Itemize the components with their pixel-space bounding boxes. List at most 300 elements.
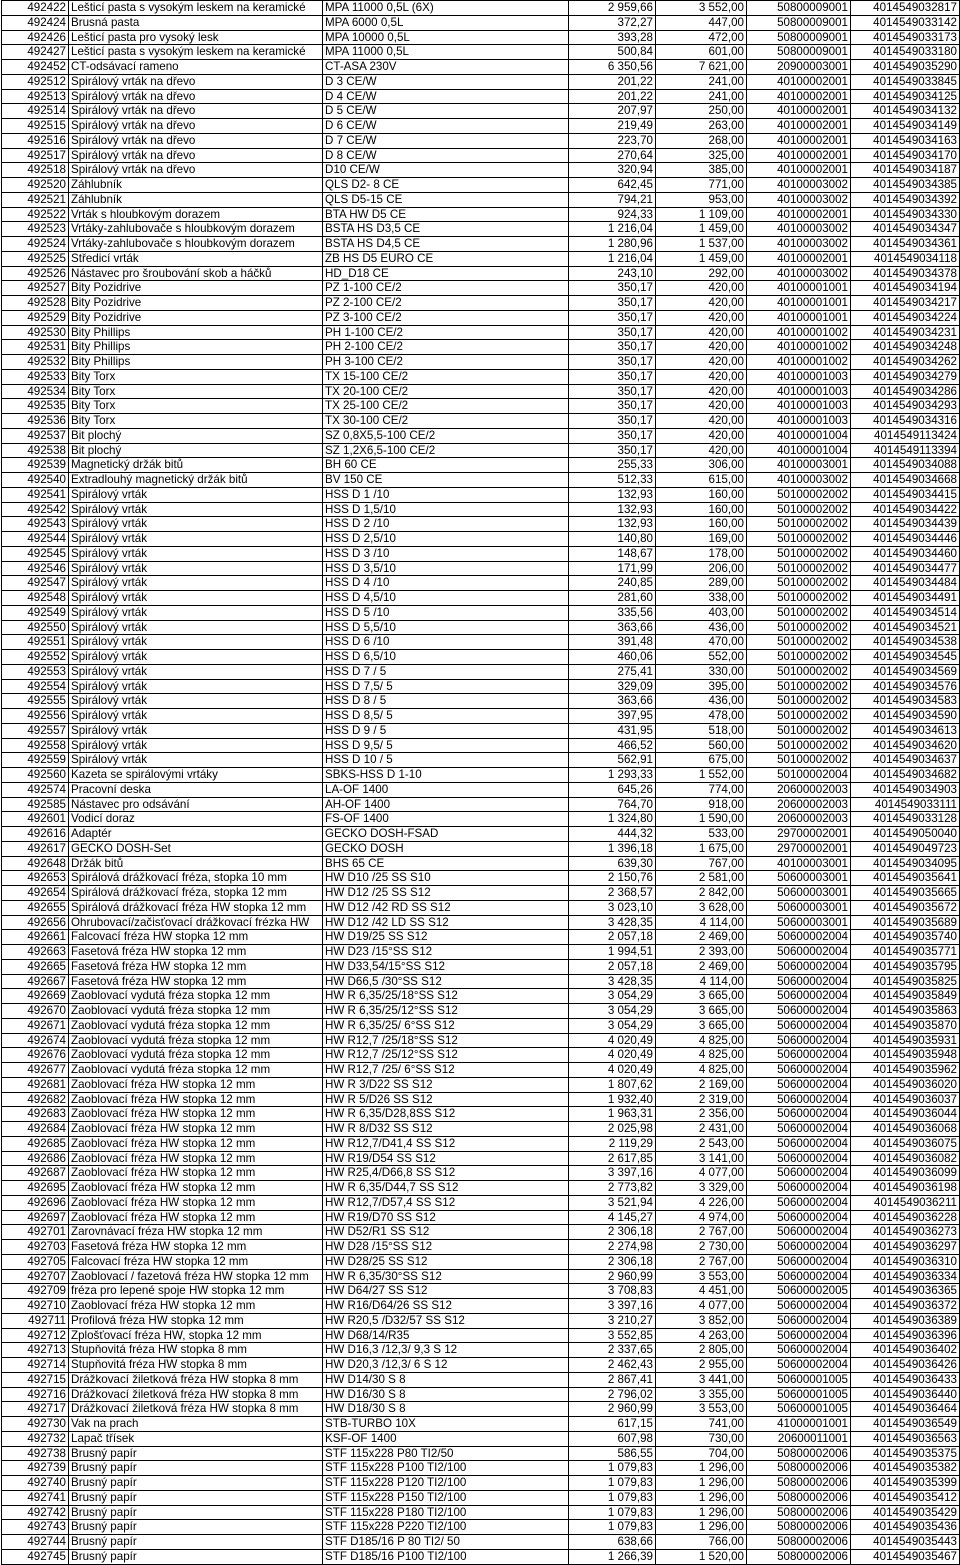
order-number-cell: 492684: [2, 1122, 69, 1137]
table-row: [2, 207, 960, 222]
category-code-cell: 50600003001: [747, 900, 851, 915]
category-code-cell: 40100002001: [747, 163, 851, 178]
order-number-cell: 492534: [2, 384, 69, 399]
table-row: [2, 1033, 960, 1048]
price-excl-vat-cell: 140,80: [569, 532, 656, 547]
order-number-cell: 492537: [2, 428, 69, 443]
description-cell: Stupňovitá fréza HW stopka 8 mm: [69, 1343, 323, 1358]
price-incl-vat-cell: 250,00: [656, 104, 747, 119]
table-row: [2, 856, 960, 871]
type-cell: D 8 CE/W: [323, 148, 569, 163]
description-cell: Nástavec pro šroubování skob a háčků: [69, 266, 323, 281]
category-code-cell: 29700002001: [747, 841, 851, 856]
order-number-cell: 492538: [2, 443, 69, 458]
price-excl-vat-cell: 3 708,83: [569, 1284, 656, 1299]
order-number-cell: 492548: [2, 591, 69, 606]
description-cell: Zaoblovací / fazetová fréza HW stopka 12 mm: [69, 1269, 323, 1284]
order-number-cell: 492703: [2, 1240, 69, 1255]
category-code-cell: 50100002002: [747, 664, 851, 679]
category-code-cell: 50100002002: [747, 694, 851, 709]
type-cell: HSS D 1 /10: [323, 487, 569, 502]
order-number-cell: 492655: [2, 900, 69, 915]
order-number-cell: 492738: [2, 1446, 69, 1461]
description-cell: Zaoblovací fréza HW stopka 12 mm: [69, 1107, 323, 1122]
ean-code-cell: 4014549035665: [851, 886, 960, 901]
table-row: [2, 1402, 960, 1417]
type-cell: PZ 1-100 CE/2: [323, 281, 569, 296]
order-number-cell: 492523: [2, 222, 69, 237]
price-excl-vat-cell: 320,94: [569, 163, 656, 178]
price-excl-vat-cell: 1 079,83: [569, 1520, 656, 1535]
category-code-cell: 40100001003: [747, 399, 851, 414]
price-excl-vat-cell: 148,67: [569, 546, 656, 561]
order-number-cell: 492524: [2, 237, 69, 252]
type-cell: HW D66,5 /30°SS S12: [323, 974, 569, 989]
category-code-cell: 40100001002: [747, 355, 851, 370]
price-incl-vat-cell: 420,00: [656, 428, 747, 443]
price-incl-vat-cell: 552,00: [656, 650, 747, 665]
category-code-cell: 50600002004: [747, 1328, 851, 1343]
type-cell: TX 15-100 CE/2: [323, 369, 569, 384]
ean-code-cell: 4014549034385: [851, 178, 960, 193]
type-cell: HW D18/30 S 8: [323, 1402, 569, 1417]
type-cell: TX 30-100 CE/2: [323, 414, 569, 429]
table-row: [2, 1048, 960, 1063]
price-excl-vat-cell: 444,32: [569, 827, 656, 842]
type-cell: HW D10 /25 SS S10: [323, 871, 569, 886]
table-row: [2, 738, 960, 753]
category-code-cell: 40100002001: [747, 104, 851, 119]
description-cell: Zplošťovací fréza HW, stopka 12 mm: [69, 1328, 323, 1343]
price-incl-vat-cell: 3 141,00: [656, 1151, 747, 1166]
price-incl-vat-cell: 3 355,00: [656, 1387, 747, 1402]
ean-code-cell: 4014549034392: [851, 192, 960, 207]
ean-code-cell: 4014549034538: [851, 635, 960, 650]
type-cell: BHS 65 CE: [323, 856, 569, 871]
price-excl-vat-cell: 207,97: [569, 104, 656, 119]
description-cell: Brusný papír: [69, 1505, 323, 1520]
table-row: [2, 1254, 960, 1269]
table-row: [2, 620, 960, 635]
ean-code-cell: 4014549036297: [851, 1240, 960, 1255]
price-incl-vat-cell: 2 767,00: [656, 1225, 747, 1240]
type-cell: HSS D 2 /10: [323, 517, 569, 532]
type-cell: HSS D 10 / 5: [323, 753, 569, 768]
order-number-cell: 492556: [2, 709, 69, 724]
order-number-cell: 492426: [2, 30, 69, 45]
category-code-cell: 50800009001: [747, 30, 851, 45]
ean-code-cell: 4014549035962: [851, 1063, 960, 1078]
price-excl-vat-cell: 393,28: [569, 30, 656, 45]
ean-code-cell: 4014549034088: [851, 458, 960, 473]
table-row: [2, 768, 960, 783]
price-excl-vat-cell: 350,17: [569, 384, 656, 399]
ean-code-cell: 4014549034286: [851, 384, 960, 399]
order-number-cell: 492557: [2, 723, 69, 738]
price-excl-vat-cell: 3 054,29: [569, 989, 656, 1004]
category-code-cell: 40100002001: [747, 207, 851, 222]
type-cell: HW R25,4/D66,8 SS S12: [323, 1166, 569, 1181]
ean-code-cell: 4014549049723: [851, 841, 960, 856]
type-cell: HSS D 8,5/ 5: [323, 709, 569, 724]
price-excl-vat-cell: 3 397,16: [569, 1166, 656, 1181]
ean-code-cell: 4014549036402: [851, 1343, 960, 1358]
category-code-cell: 50600002004: [747, 1048, 851, 1063]
category-code-cell: 50600002004: [747, 1254, 851, 1269]
price-incl-vat-cell: 160,00: [656, 517, 747, 532]
category-code-cell: 50100002002: [747, 591, 851, 606]
order-number-cell: 492648: [2, 856, 69, 871]
price-incl-vat-cell: 918,00: [656, 797, 747, 812]
table-row: [2, 635, 960, 650]
description-cell: Brusný papír: [69, 1549, 323, 1564]
order-number-cell: 492601: [2, 812, 69, 827]
order-number-cell: 492740: [2, 1476, 69, 1491]
price-incl-vat-cell: 2 581,00: [656, 871, 747, 886]
description-cell: Spirálový vrták: [69, 502, 323, 517]
price-incl-vat-cell: 1 296,00: [656, 1461, 747, 1476]
ean-code-cell: 4014549036365: [851, 1284, 960, 1299]
type-cell: D 7 CE/W: [323, 133, 569, 148]
price-excl-vat-cell: 764,70: [569, 797, 656, 812]
category-code-cell: 40100002001: [747, 251, 851, 266]
table-row: [2, 812, 960, 827]
order-number-cell: 492712: [2, 1328, 69, 1343]
table-row: [2, 1387, 960, 1402]
category-code-cell: 50800009001: [747, 45, 851, 60]
order-number-cell: 492695: [2, 1181, 69, 1196]
type-cell: HSS D 1,5/10: [323, 502, 569, 517]
price-incl-vat-cell: 178,00: [656, 546, 747, 561]
type-cell: D10 CE/W: [323, 163, 569, 178]
price-excl-vat-cell: 372,27: [569, 15, 656, 30]
category-code-cell: 50100002002: [747, 517, 851, 532]
price-incl-vat-cell: 3 553,00: [656, 1269, 747, 1284]
ean-code-cell: 4014549036334: [851, 1269, 960, 1284]
price-incl-vat-cell: 3 665,00: [656, 1004, 747, 1019]
order-number-cell: 492714: [2, 1358, 69, 1373]
price-excl-vat-cell: 132,93: [569, 487, 656, 502]
price-incl-vat-cell: 268,00: [656, 133, 747, 148]
description-cell: Zarovnávací fréza HW stopka 12 mm: [69, 1225, 323, 1240]
price-excl-vat-cell: 3 552,85: [569, 1328, 656, 1343]
type-cell: STF D185/16 P 80 TI2/ 50: [323, 1535, 569, 1550]
order-number-cell: 492741: [2, 1490, 69, 1505]
price-excl-vat-cell: 329,09: [569, 679, 656, 694]
ean-code-cell: 4014549035382: [851, 1461, 960, 1476]
type-cell: HSS D 4,5/10: [323, 591, 569, 606]
table-row: [2, 251, 960, 266]
price-excl-vat-cell: 512,33: [569, 473, 656, 488]
category-code-cell: 50600001005: [747, 1372, 851, 1387]
ean-code-cell: 4014549034446: [851, 532, 960, 547]
type-cell: HSS D 7 / 5: [323, 664, 569, 679]
table-row: [2, 119, 960, 134]
description-cell: Středicí vrták: [69, 251, 323, 266]
type-cell: HSS D 5 /10: [323, 605, 569, 620]
table-row: [2, 133, 960, 148]
price-incl-vat-cell: 241,00: [656, 89, 747, 104]
type-cell: STF D185/16 P100 TI2/100: [323, 1549, 569, 1564]
description-cell: Zaoblovací vydutá fréza stopka 12 mm: [69, 1033, 323, 1048]
type-cell: HW R 6,35/25/ 6°SS S12: [323, 1018, 569, 1033]
price-excl-vat-cell: 1 266,39: [569, 1549, 656, 1564]
table-row: [2, 237, 960, 252]
category-code-cell: 50800002006: [747, 1446, 851, 1461]
order-number-cell: 492542: [2, 502, 69, 517]
order-number-cell: 492553: [2, 664, 69, 679]
order-number-cell: 492529: [2, 310, 69, 325]
price-incl-vat-cell: 2 169,00: [656, 1077, 747, 1092]
price-excl-vat-cell: 350,17: [569, 325, 656, 340]
ean-code-cell: 4014549034224: [851, 310, 960, 325]
type-cell: HSS D 5,5/10: [323, 620, 569, 635]
description-cell: Kazeta se spirálovými vrtáky: [69, 768, 323, 783]
price-incl-vat-cell: 774,00: [656, 782, 747, 797]
description-cell: Bity Phillips: [69, 340, 323, 355]
table-row: [2, 605, 960, 620]
table-row: [2, 1195, 960, 1210]
table-row: [2, 561, 960, 576]
price-excl-vat-cell: 2 150,76: [569, 871, 656, 886]
table-row: [2, 30, 960, 45]
price-incl-vat-cell: 3 553,00: [656, 1402, 747, 1417]
type-cell: HW R19/D70 SS S12: [323, 1210, 569, 1225]
table-row: [2, 414, 960, 429]
table-row: [2, 1505, 960, 1520]
order-number-cell: 492661: [2, 930, 69, 945]
table-row: [2, 959, 960, 974]
price-incl-vat-cell: 4 114,00: [656, 915, 747, 930]
price-excl-vat-cell: 350,17: [569, 443, 656, 458]
price-excl-vat-cell: 1 079,83: [569, 1476, 656, 1491]
table-row: [2, 1476, 960, 1491]
ean-code-cell: 4014549036068: [851, 1122, 960, 1137]
type-cell: HW R 3/D22 SS S12: [323, 1077, 569, 1092]
table-row: [2, 1299, 960, 1314]
ean-code-cell: 4014549035863: [851, 1004, 960, 1019]
type-cell: D 3 CE/W: [323, 74, 569, 89]
ean-code-cell: 4014549035443: [851, 1535, 960, 1550]
description-cell: Vrták s hloubkovým dorazem: [69, 207, 323, 222]
price-incl-vat-cell: 289,00: [656, 576, 747, 591]
order-number-cell: 492585: [2, 797, 69, 812]
price-incl-vat-cell: 2 730,00: [656, 1240, 747, 1255]
order-number-cell: 492713: [2, 1343, 69, 1358]
category-code-cell: 40100001003: [747, 384, 851, 399]
table-row: [2, 1446, 960, 1461]
table-row: [2, 1092, 960, 1107]
price-excl-vat-cell: 363,66: [569, 694, 656, 709]
table-row: [2, 650, 960, 665]
price-excl-vat-cell: 4 145,27: [569, 1210, 656, 1225]
description-cell: Fasetová fréza HW stopka 12 mm: [69, 1240, 323, 1255]
price-excl-vat-cell: 3 054,29: [569, 1018, 656, 1033]
category-code-cell: 50800009001: [747, 15, 851, 30]
price-incl-vat-cell: 3 665,00: [656, 1018, 747, 1033]
price-excl-vat-cell: 2 959,66: [569, 1, 656, 16]
table-row: [2, 222, 960, 237]
price-incl-vat-cell: 2 805,00: [656, 1343, 747, 1358]
type-cell: HSS D 6,5/10: [323, 650, 569, 665]
type-cell: HW D64/27 SS S12: [323, 1284, 569, 1299]
order-number-cell: 492745: [2, 1549, 69, 1564]
ean-code-cell: 4014549035870: [851, 1018, 960, 1033]
type-cell: HW D33,54/15°SS S12: [323, 959, 569, 974]
category-code-cell: 50600001005: [747, 1402, 851, 1417]
ean-code-cell: 4014549035436: [851, 1520, 960, 1535]
price-excl-vat-cell: 460,06: [569, 650, 656, 665]
price-excl-vat-cell: 1 216,04: [569, 222, 656, 237]
table-row: [2, 1225, 960, 1240]
description-cell: Fasetová fréza HW stopka 12 mm: [69, 945, 323, 960]
order-number-cell: 492427: [2, 45, 69, 60]
table-row: [2, 782, 960, 797]
ean-code-cell: 4014549036563: [851, 1431, 960, 1446]
type-cell: HSS D 3,5/10: [323, 561, 569, 576]
category-code-cell: 50600002004: [747, 1077, 851, 1092]
description-cell: Lešticí pasta s vysokým leskem na keramické: [69, 45, 323, 60]
category-code-cell: 40100001002: [747, 340, 851, 355]
category-code-cell: 50600002004: [747, 1358, 851, 1373]
price-excl-vat-cell: 4 020,49: [569, 1048, 656, 1063]
price-excl-vat-cell: 638,66: [569, 1535, 656, 1550]
description-cell: Spirálový vrták: [69, 532, 323, 547]
order-number-cell: 492682: [2, 1092, 69, 1107]
price-excl-vat-cell: 617,15: [569, 1417, 656, 1432]
description-cell: Spirálový vrták: [69, 738, 323, 753]
description-cell: Vrtáky-zahlubovače s hloubkovým dorazem: [69, 237, 323, 252]
description-cell: Vak na prach: [69, 1417, 323, 1432]
order-number-cell: 492705: [2, 1254, 69, 1269]
price-incl-vat-cell: 7 621,00: [656, 60, 747, 75]
price-incl-vat-cell: 953,00: [656, 192, 747, 207]
category-code-cell: 40100001002: [747, 325, 851, 340]
price-excl-vat-cell: 3 428,35: [569, 974, 656, 989]
price-incl-vat-cell: 2 393,00: [656, 945, 747, 960]
price-incl-vat-cell: 560,00: [656, 738, 747, 753]
table-row: [2, 163, 960, 178]
table-row: [2, 1210, 960, 1225]
description-cell: Zaoblovací fréza HW stopka 12 mm: [69, 1136, 323, 1151]
table-row: [2, 945, 960, 960]
ean-code-cell: 4014549033173: [851, 30, 960, 45]
ean-code-cell: 4014549033128: [851, 812, 960, 827]
ean-code-cell: 4014549034361: [851, 237, 960, 252]
table-row: [2, 502, 960, 517]
description-cell: Nástavec pro odsávání: [69, 797, 323, 812]
type-cell: HW D20,3 /12,3/ 6 S 12: [323, 1358, 569, 1373]
price-incl-vat-cell: 675,00: [656, 753, 747, 768]
table-row: [2, 1417, 960, 1432]
order-number-cell: 492656: [2, 915, 69, 930]
type-cell: PH 3-100 CE/2: [323, 355, 569, 370]
description-cell: Bity Torx: [69, 414, 323, 429]
ean-code-cell: 4014549034279: [851, 369, 960, 384]
price-incl-vat-cell: 4 825,00: [656, 1048, 747, 1063]
description-cell: Drážkovací žiletková fréza HW stopka 8 mm: [69, 1372, 323, 1387]
ean-code-cell: 4014549034262: [851, 355, 960, 370]
category-code-cell: 20600011001: [747, 1431, 851, 1446]
order-number-cell: 492545: [2, 546, 69, 561]
description-cell: Vrtáky-zahlubovače s hloubkovým dorazem: [69, 222, 323, 237]
ean-code-cell: 4014549034491: [851, 591, 960, 606]
ean-code-cell: 4014549034576: [851, 679, 960, 694]
table-row: [2, 797, 960, 812]
type-cell: BTA HW D5 CE: [323, 207, 569, 222]
price-incl-vat-cell: 3 628,00: [656, 900, 747, 915]
ean-code-cell: 4014549035795: [851, 959, 960, 974]
table-row: [2, 473, 960, 488]
order-number-cell: 492730: [2, 1417, 69, 1432]
description-cell: Stupňovitá fréza HW stopka 8 mm: [69, 1358, 323, 1373]
price-incl-vat-cell: 385,00: [656, 163, 747, 178]
category-code-cell: 50600003001: [747, 871, 851, 886]
description-cell: Bity Pozidrive: [69, 281, 323, 296]
order-number-cell: 492716: [2, 1387, 69, 1402]
order-number-cell: 492535: [2, 399, 69, 414]
price-excl-vat-cell: 6 350,56: [569, 60, 656, 75]
category-code-cell: 50600002004: [747, 1240, 851, 1255]
category-code-cell: 40100002001: [747, 119, 851, 134]
ean-code-cell: 4014549036273: [851, 1225, 960, 1240]
ean-code-cell: 4014549036020: [851, 1077, 960, 1092]
ean-code-cell: 4014549035948: [851, 1048, 960, 1063]
price-excl-vat-cell: 335,56: [569, 605, 656, 620]
table-row: [2, 310, 960, 325]
category-code-cell: 50600002004: [747, 1269, 851, 1284]
ean-code-cell: 4014549036433: [851, 1372, 960, 1387]
category-code-cell: 50600002004: [747, 1004, 851, 1019]
type-cell: BSTA HS D3,5 CE: [323, 222, 569, 237]
table-row: [2, 1136, 960, 1151]
category-code-cell: 20900003001: [747, 60, 851, 75]
description-cell: Brusná pasta: [69, 15, 323, 30]
price-excl-vat-cell: 2 368,57: [569, 886, 656, 901]
description-cell: Fasetová fréza HW stopka 12 mm: [69, 974, 323, 989]
price-excl-vat-cell: 2 796,02: [569, 1387, 656, 1402]
order-number-cell: 492739: [2, 1461, 69, 1476]
ean-code-cell: 4014549035672: [851, 900, 960, 915]
category-code-cell: 50600002004: [747, 1136, 851, 1151]
order-number-cell: 492616: [2, 827, 69, 842]
ean-code-cell: 4014549036396: [851, 1328, 960, 1343]
price-incl-vat-cell: 472,00: [656, 30, 747, 45]
description-cell: Spirálová drážkovací fréza HW stopka 12 mm: [69, 900, 323, 915]
type-cell: HSS D 3 /10: [323, 546, 569, 561]
description-cell: Zaoblovací fréza HW stopka 12 mm: [69, 1299, 323, 1314]
description-cell: Spirálový vrták: [69, 487, 323, 502]
category-code-cell: 40100003002: [747, 222, 851, 237]
category-code-cell: 40100003001: [747, 856, 851, 871]
ean-code-cell: 4014549033142: [851, 15, 960, 30]
type-cell: HW D16/30 S 8: [323, 1387, 569, 1402]
table-row: [2, 546, 960, 561]
order-number-cell: 492676: [2, 1048, 69, 1063]
order-number-cell: 492422: [2, 1, 69, 16]
order-number-cell: 492513: [2, 89, 69, 104]
price-incl-vat-cell: 3 441,00: [656, 1372, 747, 1387]
type-cell: HW R19/D54 SS S12: [323, 1151, 569, 1166]
description-cell: Falcovací fréza HW stopka 12 mm: [69, 1254, 323, 1269]
table-row: [2, 1284, 960, 1299]
ean-code-cell: 4014549034415: [851, 487, 960, 502]
order-number-cell: 492522: [2, 207, 69, 222]
order-number-cell: 492744: [2, 1535, 69, 1550]
category-code-cell: 40100001004: [747, 443, 851, 458]
price-excl-vat-cell: 1 079,83: [569, 1461, 656, 1476]
price-incl-vat-cell: 403,00: [656, 605, 747, 620]
